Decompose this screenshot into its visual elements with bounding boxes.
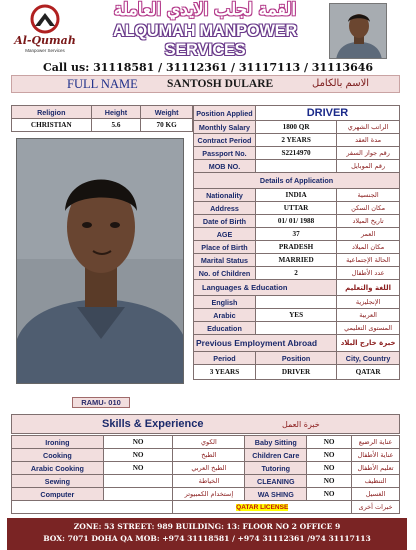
passport-label: Passport No. bbox=[194, 147, 256, 160]
full-name-label-arabic: الاسم بالكامل bbox=[312, 78, 370, 89]
english-value bbox=[255, 296, 336, 309]
tutoring-label: Tutoring bbox=[245, 462, 307, 475]
computer-label: Computer bbox=[12, 488, 104, 501]
passport-value: S2214970 bbox=[255, 147, 336, 160]
nationality-label-arabic: الجنسية bbox=[337, 189, 400, 202]
logo-subtext: Manpower Services bbox=[25, 48, 65, 53]
header bbox=[0, 0, 416, 62]
contract-label-arabic: مدة العقد bbox=[337, 134, 400, 147]
salary-label: Monthly Salary bbox=[194, 121, 256, 134]
tutoring-value: NO bbox=[307, 462, 352, 475]
arabic-label-arabic: العربية bbox=[337, 309, 400, 322]
cleaning-label-arabic: التنظيف bbox=[352, 475, 400, 488]
babysitting-label: Baby Sitting bbox=[245, 436, 307, 449]
age-label-arabic: العمر bbox=[337, 228, 400, 241]
nationality-value: INDIA bbox=[255, 189, 336, 202]
mobile-label-arabic: رقم الموبايل bbox=[337, 160, 400, 173]
reference-code: RAMU- 010 bbox=[72, 397, 130, 408]
address-value: UTTAR bbox=[255, 202, 336, 215]
religion-value: CHRISTIAN bbox=[12, 119, 92, 132]
babysitting-label-arabic: عناية الرضيع bbox=[352, 436, 400, 449]
details-title: Details of Application bbox=[194, 173, 400, 189]
company-title-english: ALQUMAH MANPOWER SERVICES bbox=[112, 22, 297, 59]
cleaning-value: NO bbox=[307, 475, 352, 488]
children-care-value: NO bbox=[307, 449, 352, 462]
birthplace-value: PRADESH bbox=[255, 241, 336, 254]
education-value bbox=[255, 322, 336, 335]
ironing-label: Ironing bbox=[12, 436, 104, 449]
languages-title-arabic: اللغة والتعليم bbox=[337, 280, 400, 296]
children-label: No. of Children bbox=[194, 267, 256, 280]
children-label-arabic: عدد الأطفال bbox=[337, 267, 400, 280]
arabic-cooking-label: Arabic Cooking bbox=[12, 462, 104, 475]
city-country-value: QATAR bbox=[337, 365, 400, 380]
mobile-label: MOB NO. bbox=[194, 160, 256, 173]
licence-spacer-left bbox=[12, 501, 173, 514]
age-label: AGE bbox=[194, 228, 256, 241]
cooking-label: Cooking bbox=[12, 449, 104, 462]
computer-label-arabic: إستخدام الكمبيوتر bbox=[173, 488, 245, 501]
education-label: Education bbox=[194, 322, 256, 335]
salary-label-arabic: الراتب الشهري bbox=[337, 121, 400, 134]
weight-value: 70 KG bbox=[141, 119, 193, 132]
contract-label: Contract Period bbox=[194, 134, 256, 147]
emp-position-value: DRIVER bbox=[255, 365, 336, 380]
birthplace-label-arabic: مكان الميلاد bbox=[337, 241, 400, 254]
nationality-label: Nationality bbox=[194, 189, 256, 202]
sewing-value bbox=[103, 475, 173, 488]
washing-label: WA SHING bbox=[245, 488, 307, 501]
washing-value: NO bbox=[307, 488, 352, 501]
basic-info-table bbox=[11, 105, 193, 132]
company-title-arabic: القمة لجلب الايدي العاملة bbox=[113, 0, 297, 20]
logo-text: Al-Qumah bbox=[14, 34, 76, 47]
dob-label: Date of Birth bbox=[194, 215, 256, 228]
dob-label-arabic: تاريخ الميلاد bbox=[337, 215, 400, 228]
period-value: 3 YEARS bbox=[194, 365, 256, 380]
washing-label-arabic: الغسيل bbox=[352, 488, 400, 501]
footer-address bbox=[7, 518, 407, 550]
footer-line-2: BOX: 7071 DOHA QA MOB: +974 31118581 / +974 31112361 /974 31117113 bbox=[43, 534, 371, 543]
education-label-arabic: المستوى التعليمي bbox=[337, 322, 400, 335]
job-info-table bbox=[193, 105, 400, 380]
english-label: English bbox=[194, 296, 256, 309]
tutoring-label-arabic: تعليم الأطفال bbox=[352, 462, 400, 475]
call-us-line: Call us: 31118581 / 31112361 / 31117113 / 31113646 bbox=[42, 61, 374, 74]
marital-value: MARRIED bbox=[255, 254, 336, 267]
emp-position-header: Position bbox=[255, 352, 336, 365]
arabic-cooking-value: NO bbox=[103, 462, 173, 475]
children-care-label-arabic: عناية الأطفال bbox=[352, 449, 400, 462]
mobile-value bbox=[255, 160, 336, 173]
skills-title-bar bbox=[11, 414, 400, 434]
religion-header: Religion bbox=[12, 106, 92, 119]
licence-badge: QATAR LICENSE bbox=[236, 504, 289, 511]
logo-mark-icon bbox=[29, 4, 61, 34]
contract-value: 2 YEARS bbox=[255, 134, 336, 147]
sewing-label-arabic: الخياطة bbox=[173, 475, 245, 488]
city-country-header: City, Country bbox=[337, 352, 400, 365]
skills-title-arabic: خبرة العمل bbox=[282, 420, 320, 429]
employment-title-arabic: خبرة خارج البلاد bbox=[337, 335, 400, 352]
cooking-value: NO bbox=[103, 449, 173, 462]
height-value: 5.6 bbox=[91, 119, 141, 132]
candidate-photo bbox=[16, 138, 184, 384]
company-logo bbox=[10, 4, 80, 58]
languages-title: Languages & Education bbox=[194, 280, 337, 296]
employment-title: Previous Employment Abroad bbox=[194, 335, 337, 352]
sewing-label: Sewing bbox=[12, 475, 104, 488]
ironing-value: NO bbox=[103, 436, 173, 449]
height-header: Height bbox=[91, 106, 141, 119]
address-label-arabic: مكان السكن bbox=[337, 202, 400, 215]
age-value: 37 bbox=[255, 228, 336, 241]
weight-header: Weight bbox=[141, 106, 193, 119]
licence-cell bbox=[173, 501, 352, 514]
marital-label-arabic: الحالة الإجتماعية bbox=[337, 254, 400, 267]
ironing-label-arabic: الكوي bbox=[173, 436, 245, 449]
cleaning-label: CLEANING bbox=[245, 475, 307, 488]
babysitting-value: NO bbox=[307, 436, 352, 449]
salary-value: 1800 QR bbox=[255, 121, 336, 134]
footer-line-1: ZONE: 53 STREET: 989 BUILDING: 13: FLOOR NO 2 OFFICE 9 bbox=[73, 522, 341, 531]
arabic-value: YES bbox=[255, 309, 336, 322]
period-header: Period bbox=[194, 352, 256, 365]
skills-title: Skills & Experience bbox=[102, 418, 204, 430]
dob-value: 01/ 01/ 1988 bbox=[255, 215, 336, 228]
candidate-thumbnail bbox=[329, 3, 387, 59]
birthplace-label: Place of Birth bbox=[194, 241, 256, 254]
cooking-label-arabic: الطبخ bbox=[173, 449, 245, 462]
computer-value bbox=[103, 488, 173, 501]
marital-label: Marital Status bbox=[194, 254, 256, 267]
position-value: DRIVER bbox=[255, 106, 399, 121]
full-name-value: SANTOSH DULARE bbox=[167, 78, 274, 90]
address-label: Address bbox=[194, 202, 256, 215]
arabic-label: Arabic bbox=[194, 309, 256, 322]
other-skills-label-arabic: خبرات أخرى bbox=[352, 501, 400, 514]
english-label-arabic: الإنجليزية bbox=[337, 296, 400, 309]
children-care-label: Children Care bbox=[245, 449, 307, 462]
passport-label-arabic: رقم جواز السفر bbox=[337, 147, 400, 160]
position-label: Position Applied bbox=[194, 106, 256, 121]
arabic-cooking-label-arabic: الطبخ العربي bbox=[173, 462, 245, 475]
full-name-label: FULL NAME bbox=[67, 77, 138, 91]
children-value: 2 bbox=[255, 267, 336, 280]
skills-table bbox=[11, 435, 400, 514]
full-name-bar bbox=[11, 75, 400, 93]
